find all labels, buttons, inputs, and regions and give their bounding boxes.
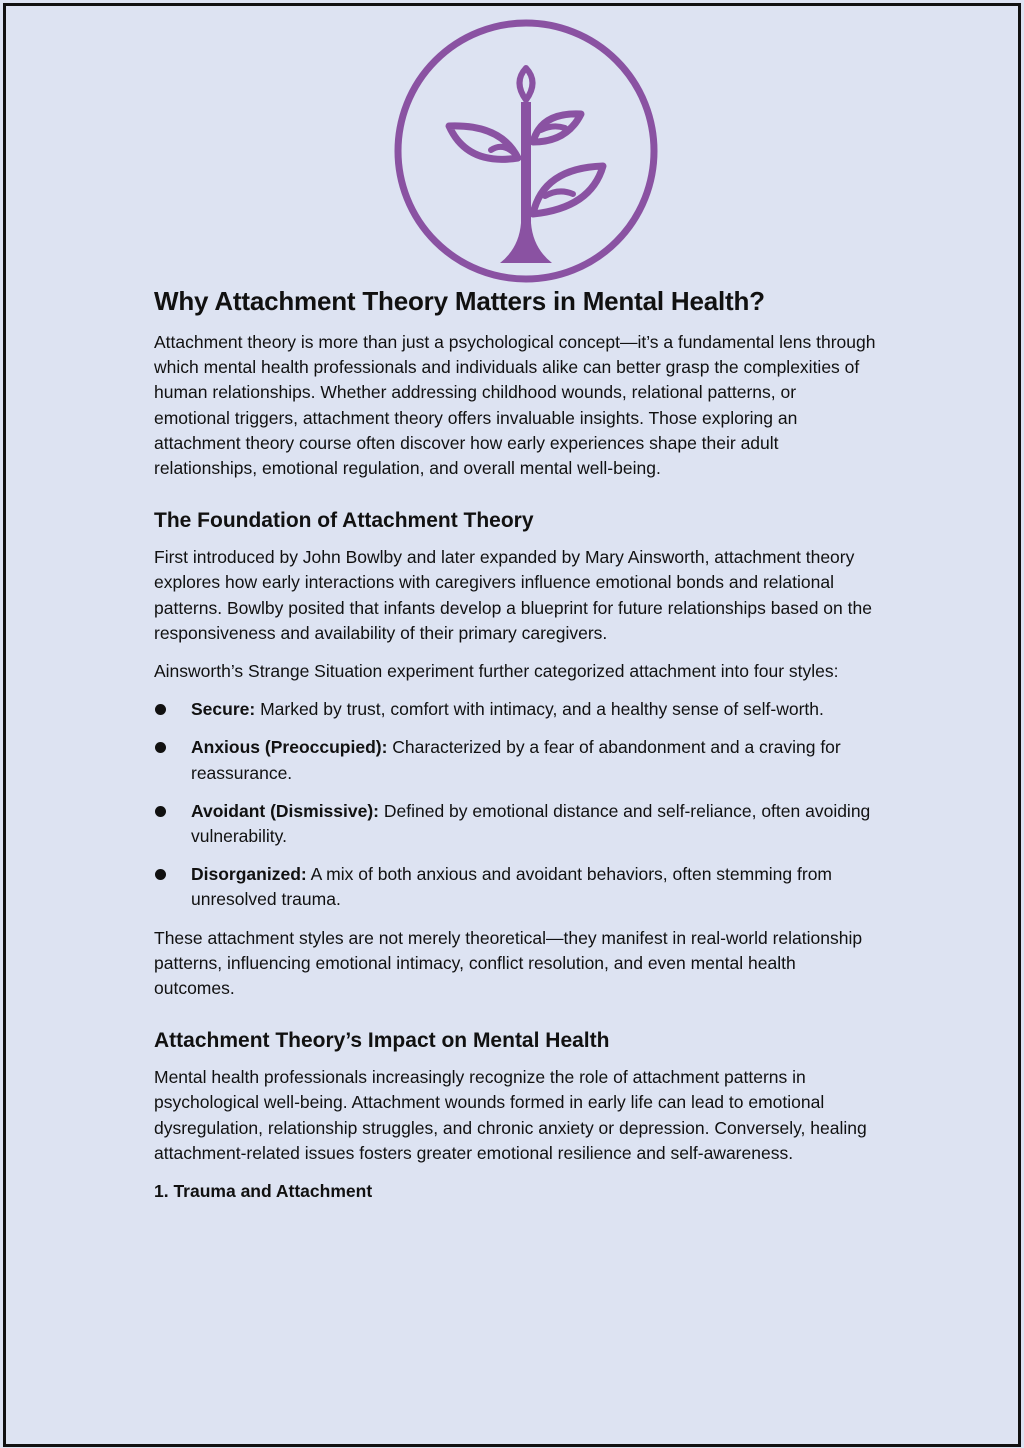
list-item-anxious <box>154 735 876 785</box>
bullet-dot <box>155 869 166 880</box>
foundation-paragraph-3: These attachment styles are not merely theoretical—they manifest in real-world relationship patterns, influencing emotional intimacy, conflict resolution, and even mental health outcomes. <box>154 927 863 999</box>
list-item-term: Avoidant (Dismissive): <box>191 800 380 821</box>
list-item-description: Defined by emotional distance and self-reliance, often avoiding vulnerability. <box>191 800 871 847</box>
section-heading-foundation: The Foundation of Attachment Theory <box>154 509 534 533</box>
list-item-term: Secure: <box>191 699 256 720</box>
bullet-dot <box>155 742 166 753</box>
list-item-term: Disorganized: <box>191 864 307 885</box>
list-item-description: A mix of both anxious and avoidant behaviors, often stemming from unresolved trauma. <box>191 864 833 910</box>
bullet-dot <box>155 704 166 715</box>
sprout-in-circle-icon <box>393 18 659 284</box>
list-item-description: Marked by trust, comfort with intimacy, and a healthy sense of self-worth. <box>255 699 824 720</box>
bullet-dot <box>155 806 166 817</box>
list-item-term: Anxious (Preoccupied): <box>191 737 388 758</box>
foundation-paragraph-2: Ainsworth’s Strange Situation experiment further categorized attachment into four styles: <box>154 661 839 682</box>
list-item-disorganized <box>154 862 876 912</box>
list-item-avoidant <box>154 799 876 849</box>
section-heading-impact: Attachment Theory’s Impact on Mental Health <box>154 1029 610 1053</box>
impact-paragraph-1: Mental health professionals increasingly recognize the role of attachment patterns in psychological well-being. Attachment wounds formed in early life can lead to emotional dysregulation, relationship struggles, and chronic anxiety or depression. Conversely, healing attachment-related issues fosters greater emotional resilience and self-awareness. <box>154 1067 867 1163</box>
attachment-styles-list <box>154 697 876 912</box>
page-title: Why Attachment Theory Matters in Mental Health? <box>154 286 765 316</box>
intro-paragraph: Attachment theory is more than just a psychological concept—it’s a fundamental lens through which mental health professionals and individuals alike can better grasp the complexities of human relationships. Whether addressing childhood wounds, relational patterns, or emotional triggers, attachment theory offers invaluable insights. Those exploring an attachment theory course often discover how early experiences shape their adult relationships, emotional regulation, and overall mental well-being. <box>154 332 876 479</box>
subheading-trauma: 1. Trauma and Attachment <box>154 1181 373 1202</box>
article-body <box>154 284 876 1204</box>
foundation-paragraph-1: First introduced by John Bowlby and later expanded by Mary Ainsworth, attachment theory explores how early interactions with caregivers influence emotional bonds and relational patterns. Bowlby posited that infants develop a blueprint for future relationships based on the responsiveness and availability of their primary caregivers. <box>154 547 872 643</box>
list-item-description: Characterized by a fear of abandonment and a craving for reassurance. <box>191 737 841 783</box>
list-item-secure <box>154 697 876 722</box>
